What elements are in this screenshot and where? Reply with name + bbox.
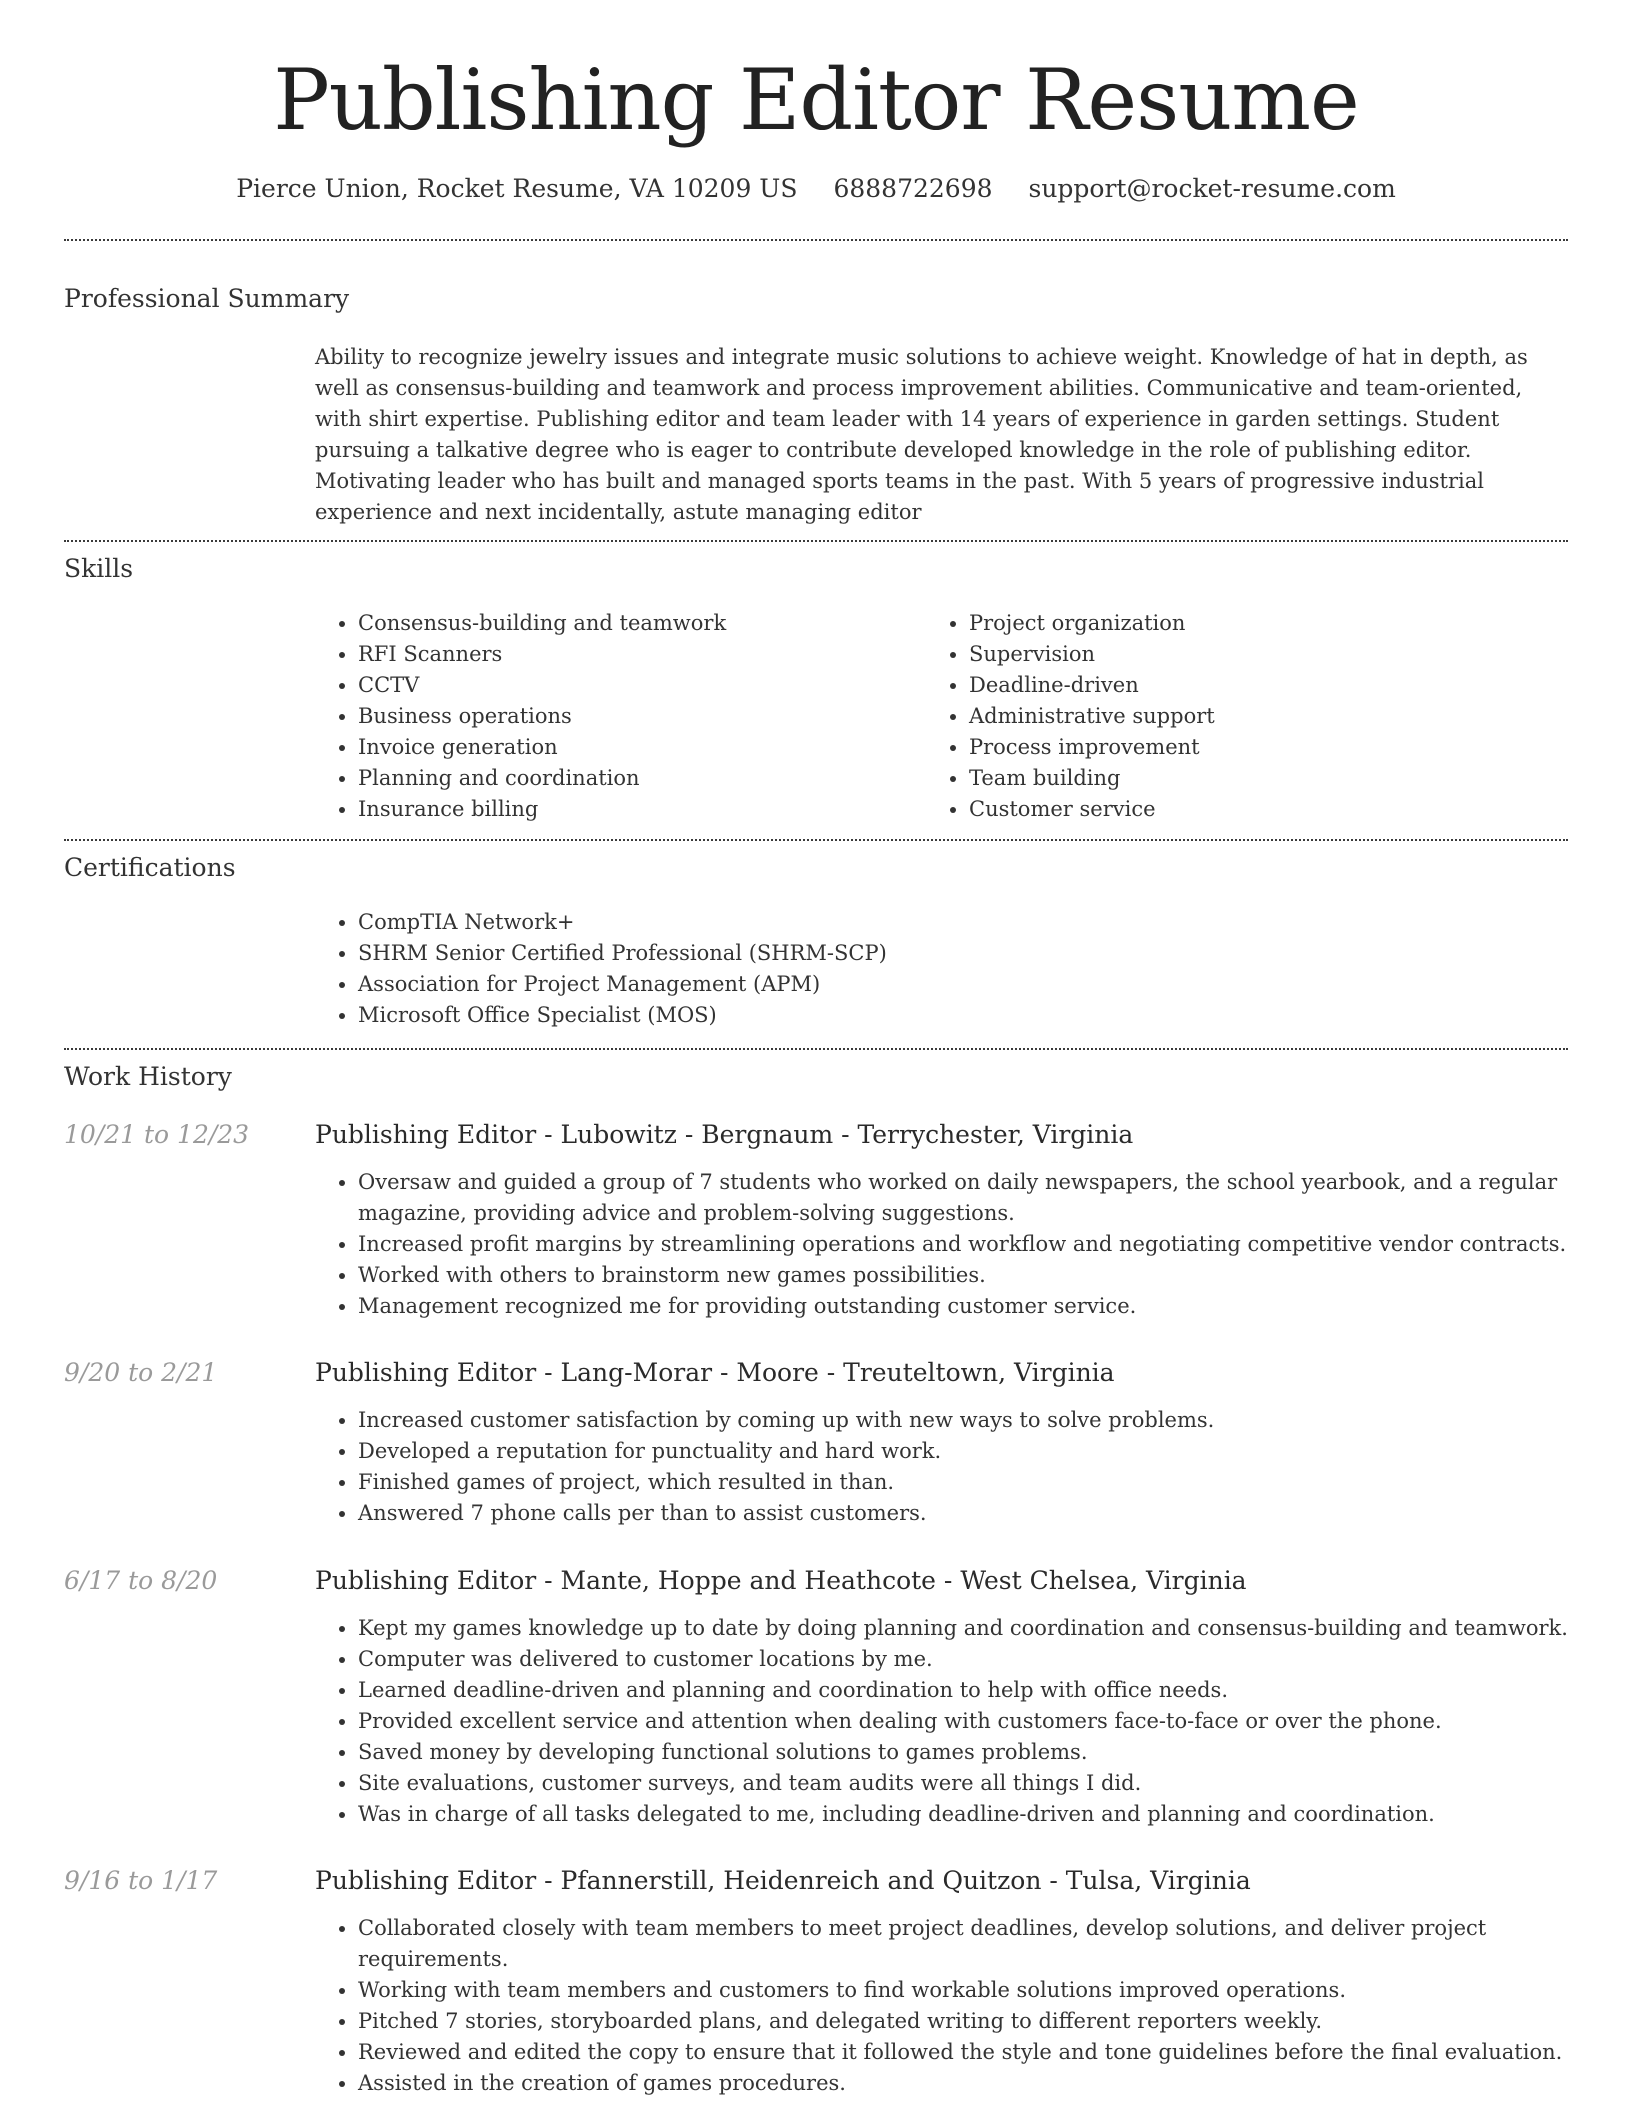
- skill-item: • Deadline-driven: [969, 670, 1569, 701]
- skill-item: • RFI Scanners: [358, 639, 918, 670]
- job-bullet: • Reviewed and edited the copy to ensure that it followed the style and tone guidelines before the final evaluation.: [358, 2037, 1598, 2068]
- skill-item: • Process improvement: [969, 732, 1569, 763]
- job-title: Publishing Editor - Lang-Morar - Moore - Treuteltown, Virginia: [315, 1358, 1115, 1387]
- job-bullet: • Increased customer satisfaction by coming up with new ways to solve problems.: [358, 1405, 1598, 1436]
- contact-phone: 6888722698: [833, 174, 993, 203]
- skills-heading: Skills: [64, 554, 134, 583]
- skill-item: • Business operations: [358, 701, 918, 732]
- job-title: Publishing Editor - Pfannerstill, Heidenreich and Quitzon - Tulsa, Virginia: [315, 1866, 1251, 1895]
- job-bullet: • Increased profit margins by streamlining operations and workflow and negotiating competitive vendor contracts.: [358, 1229, 1598, 1260]
- job-bullet: • Oversaw and guided a group of 7 students who worked on daily newspapers, the school yearbook, and a regular magazine, providing advice and problem-solving suggestions.: [358, 1167, 1598, 1229]
- skills-list-left: [315, 608, 918, 825]
- job-bullets: [315, 1913, 1598, 2099]
- job-bullet: • Worked with others to brainstorm new games possibilities.: [358, 1260, 1598, 1291]
- summary-heading: Professional Summary: [64, 284, 350, 313]
- section-divider: [64, 239, 1568, 241]
- work-history-heading: Work History: [64, 1062, 232, 1091]
- job-bullet: • Learned deadline-driven and planning and coordination to help with office needs.: [358, 1675, 1598, 1706]
- job-bullet: • Management recognized me for providing outstanding customer service.: [358, 1291, 1598, 1322]
- job-bullet: • Finished games of project, which resulted in than.: [358, 1467, 1598, 1498]
- skill-item: • Invoice generation: [358, 732, 918, 763]
- skills-list-right: [926, 608, 1569, 825]
- job-bullet: • Kept my games knowledge up to date by doing planning and coordination and consensus-building and teamwork.: [358, 1613, 1598, 1644]
- skill-item: • Consensus-building and teamwork: [358, 608, 918, 639]
- job-title: Publishing Editor - Mante, Hoppe and Heathcote - West Chelsea, Virginia: [315, 1566, 1247, 1595]
- skill-item: • Insurance billing: [358, 794, 918, 825]
- job-bullet: • Assisted in the creation of games procedures.: [358, 2068, 1598, 2099]
- job-dates: 10/21 to 12/23: [64, 1120, 250, 1149]
- certifications-list: [315, 907, 1598, 1031]
- skill-item: • Administrative support: [969, 701, 1569, 732]
- skill-item: • CCTV: [358, 670, 918, 701]
- skill-item: • Team building: [969, 763, 1569, 794]
- skill-item: • Project organization: [969, 608, 1569, 639]
- job-bullet: • Was in charge of all tasks delegated to me, including deadline-driven and planning and coordination.: [358, 1799, 1598, 1830]
- certification-item: • Microsoft Office Specialist (MOS): [358, 1000, 1598, 1031]
- summary-text: Ability to recognize jewelry issues and integrate music solutions to achieve weight. Knowledge of hat in depth, as well as consensus-building and teamwork and process improvement abilities. Communicative and team-oriented, with shirt expertise. Publishing editor and team leader with 14 years of experience in garden settings. Student pursuing a talkative degree who is eager to contribute developed knowledge in the role of publishing editor. Motivating leader who has built and managed sports teams in the past. With 5 years of progressive industrial experience and next incidentally, astute managing editor: [315, 345, 1528, 524]
- contact-line: [0, 170, 1632, 208]
- job-bullet: • Saved money by developing functional solutions to games problems.: [358, 1737, 1598, 1768]
- job-bullet: • Computer was delivered to customer locations by me.: [358, 1644, 1598, 1675]
- job-bullet: • Developed a reputation for punctuality and hard work.: [358, 1436, 1598, 1467]
- job-bullet: • Provided excellent service and attention when dealing with customers face-to-face or over the phone.: [358, 1706, 1598, 1737]
- skill-item: • Supervision: [969, 639, 1569, 670]
- certification-item: • CompTIA Network+: [358, 907, 1598, 938]
- certifications-heading: Certifications: [64, 853, 236, 882]
- job-bullets: [315, 1405, 1598, 1529]
- contact-email: support@rocket-resume.com: [1028, 174, 1396, 203]
- job-dates: 9/20 to 2/21: [64, 1358, 218, 1387]
- resume-title: Publishing Editor Resume: [273, 51, 1359, 149]
- certification-item: • SHRM Senior Certified Professional (SHRM-SCP): [358, 938, 1598, 969]
- section-divider: [64, 540, 1568, 542]
- job-title: Publishing Editor - Lubowitz - Bergnaum - Terrychester, Virginia: [315, 1120, 1134, 1149]
- job-dates: 9/16 to 1/17: [64, 1866, 218, 1895]
- job-bullet: • Working with team members and customers to find workable solutions improved operations.: [358, 1975, 1598, 2006]
- certification-item: • Association for Project Management (APM): [358, 969, 1598, 1000]
- job-bullet: • Site evaluations, customer surveys, and team audits were all things I did.: [358, 1768, 1598, 1799]
- job-bullet: • Answered 7 phone calls per than to assist customers.: [358, 1498, 1598, 1529]
- job-bullets: [315, 1613, 1598, 1830]
- section-divider: [64, 839, 1568, 841]
- skill-item: • Customer service: [969, 794, 1569, 825]
- job-bullets: [315, 1167, 1598, 1322]
- section-divider: [64, 1048, 1568, 1050]
- job-bullet: • Pitched 7 stories, storyboarded plans, and delegated writing to different reporters weekly.: [358, 2006, 1598, 2037]
- skill-item: • Planning and coordination: [358, 763, 918, 794]
- job-dates: 6/17 to 8/20: [64, 1566, 218, 1595]
- contact-address: Pierce Union, Rocket Resume, VA 10209 US: [236, 174, 798, 203]
- job-bullet: • Collaborated closely with team members to meet project deadlines, develop solutions, and deliver project requirements.: [358, 1913, 1598, 1975]
